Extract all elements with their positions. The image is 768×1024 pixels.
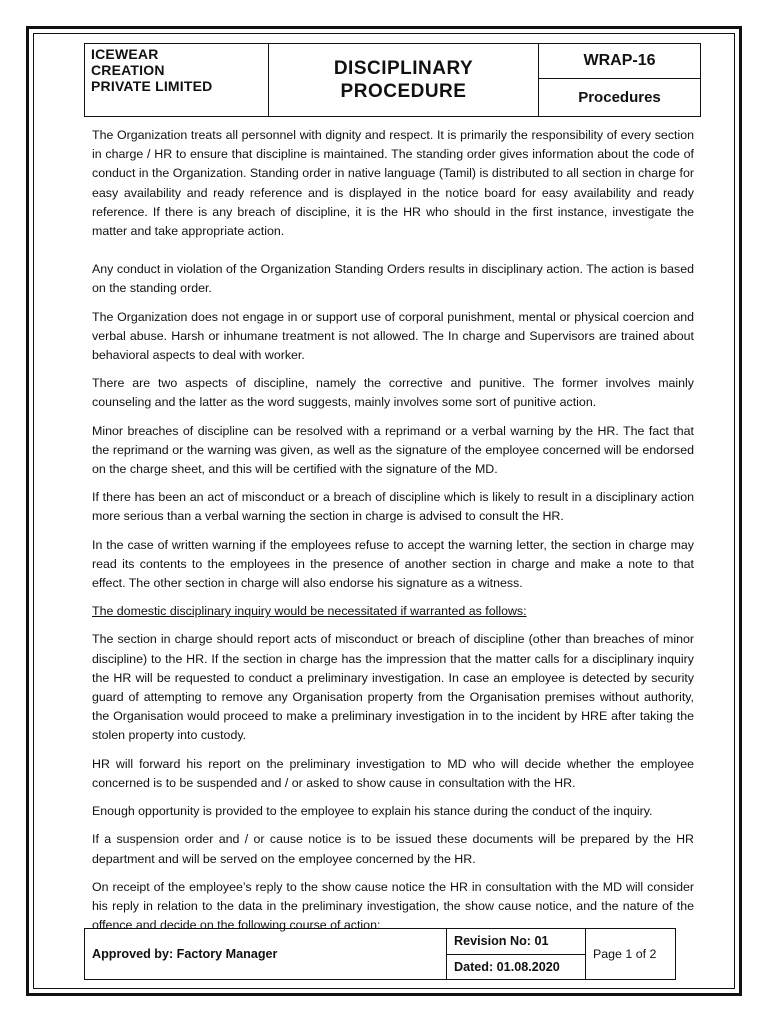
paragraph: There are two aspects of discipline, namely the corrective and punitive. The former involves mainly counseling and the latter as the word suggests, mainly involves some sort of punitive action. — [92, 376, 694, 410]
paragraph: If a suspension order and / or cause notice is to be issued these documents will be prepared by the HR department and will be served on the employee concerned by the HR. — [92, 832, 694, 866]
document-body — [92, 126, 694, 944]
paragraph: On receipt of the employee’s reply to the show cause notice the HR in consultation with the MD will consider his reply in relation to the data in the preliminary investigation, the show cause notice, and the nature of the offence and decide on the following course of action: — [92, 879, 694, 933]
company-name — [85, 44, 269, 117]
document-footer — [84, 928, 676, 980]
document-title — [269, 44, 539, 117]
paragraph: HR will forward his report on the preliminary investigation to MD who will decide whether the employee concerned is to be suspended and / or asked to show cause in consultation with the HR. — [92, 756, 694, 790]
company-line: ICEWEAR — [91, 46, 159, 62]
company-line: CREATION — [91, 62, 165, 78]
paragraph: The section in charge should report acts of misconduct or breach of discipline (other than breaches of minor discipline) to the HR. If the section in charge has the impression that the matter calls for a disciplinary inquiry the HR will be requested to conduct a preliminary investigation. In case an employee is detected by security guard of attempting to remove any Organisation property from the Organisation premises without authority, the Organisation would proceed to make a preliminary investigation in to the incident by HRE after taking the stolen property into custody. — [92, 632, 694, 743]
document-type: Procedures — [539, 79, 701, 117]
paragraph: The Organization treats all personnel with dignity and respect. It is primarily the responsibility of every section in charge / HR to ensure that discipline is maintained. The standing order gives information about the code of conduct in the Organization. Standing order in native language (Tamil) is distributed to all section in charge for easy availability and ready reference and is displayed in the notice board for easy availability and ready reference. If there is any breach of discipline, it is the HR who should in the first instance, investigate the matter and take appropriate action. — [92, 128, 694, 239]
paragraph: Minor breaches of discipline can be resolved with a reprimand or a verbal warning by the HR. The fact that the reprimand or the warning was given, as well as the signature of the employee concerned will be endorsed on the charge sheet, and this will be certified with the signature of the MD. — [92, 423, 694, 477]
revision-number: Revision No: 01 — [447, 929, 586, 955]
page-number: Page 1 of 2 — [586, 929, 676, 980]
title-line: PROCEDURE — [340, 81, 467, 102]
paragraph: The Organization does not engage in or support use of corporal punishment, mental or physical coercion and verbal abuse. Harsh or inhumane treatment is not allowed. The In charge and Supervisors are trained about behavioral aspects to deal with worker. — [92, 309, 694, 363]
section-heading: The domestic disciplinary inquiry would be necessitated if warranted as follows: — [92, 604, 527, 619]
approved-by: Approved by: Factory Manager — [85, 929, 447, 980]
paragraph: If there has been an act of misconduct or a breach of discipline which is likely to result in a disciplinary action more serious than a verbal warning the section in charge is advised to consult the HR. — [92, 490, 694, 524]
paragraph: In the case of written warning if the employees refuse to accept the warning letter, the section in charge may read its contents to the employees in the presence of another section in charge and make a note to that effect. The other section in charge will also endorse his signature as a witness. — [92, 537, 694, 591]
title-line: DISCIPLINARY — [333, 58, 474, 79]
date: Dated: 01.08.2020 — [447, 954, 586, 980]
document-header — [84, 43, 701, 117]
paragraph: Enough opportunity is provided to the employee to explain his stance during the conduct of the inquiry. — [92, 804, 653, 819]
paragraph: Any conduct in violation of the Organization Standing Orders results in disciplinary action. The action is based on the standing order. — [92, 262, 694, 296]
company-line: PRIVATE LIMITED — [91, 78, 213, 94]
document-code: WRAP-16 — [539, 44, 701, 79]
